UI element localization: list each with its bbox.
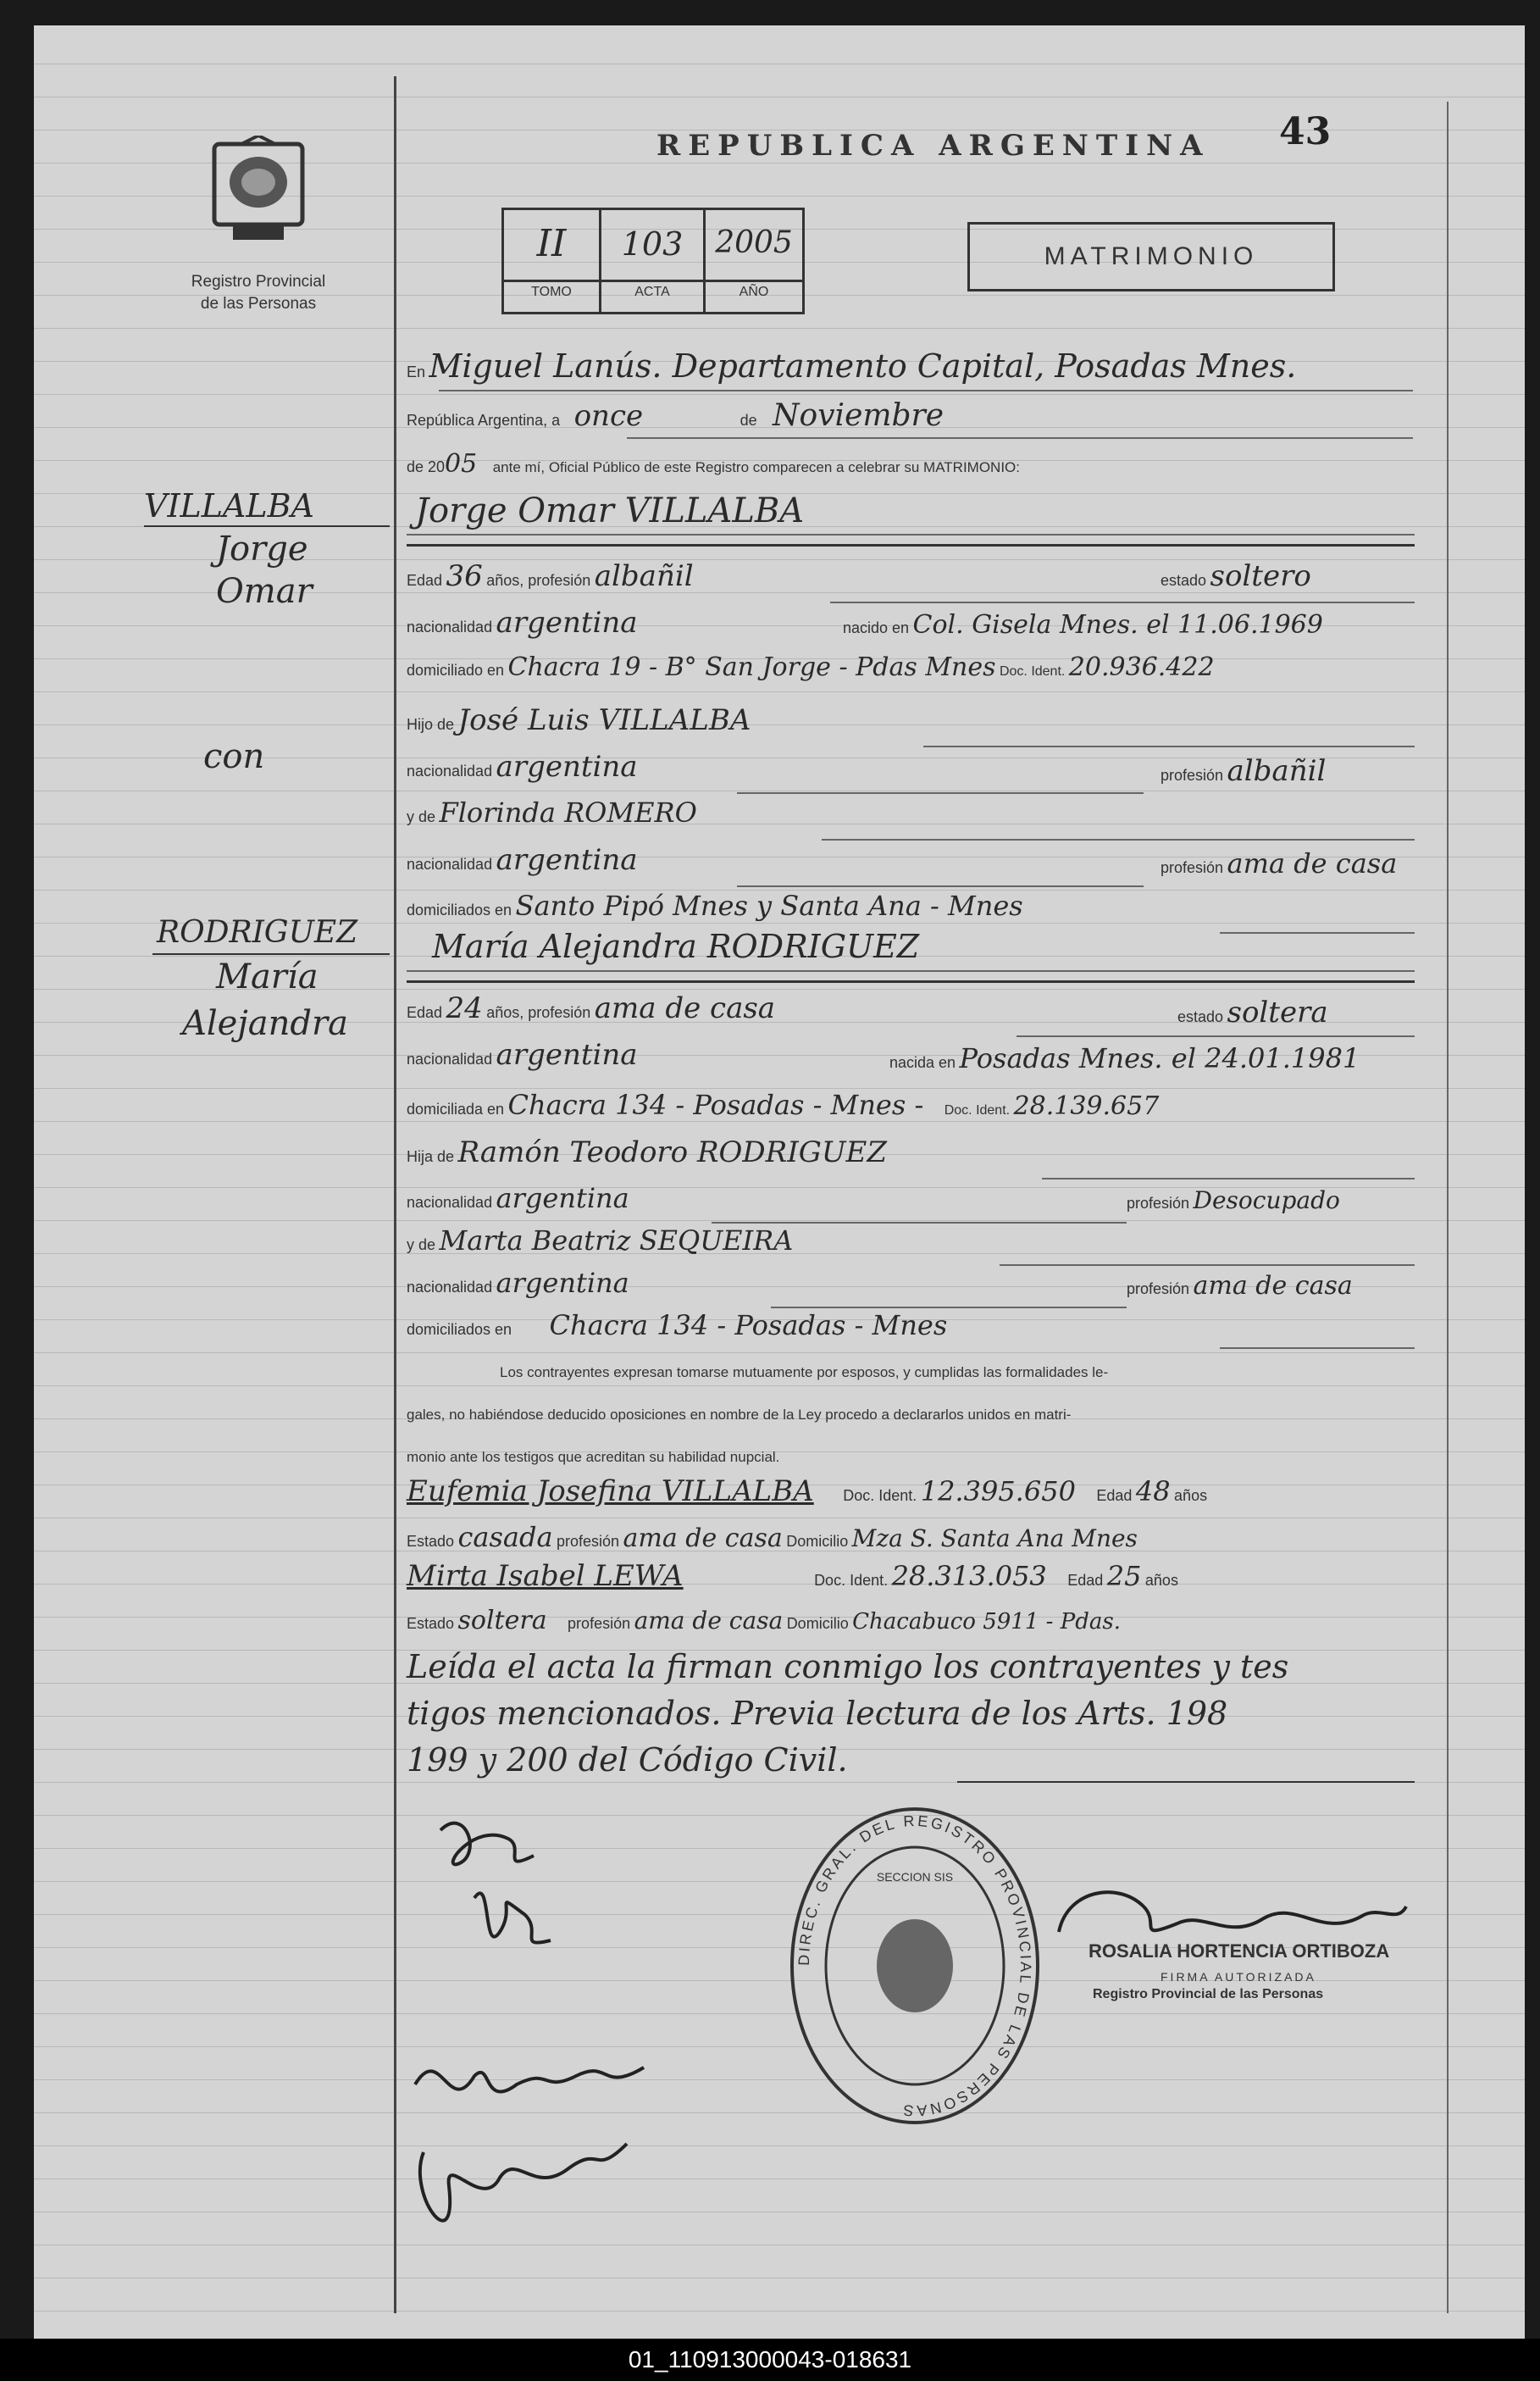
- witness1-address: Mza S. Santa Ana Mnes: [851, 1524, 1138, 1552]
- groom-father: José Luis VILLALBA: [457, 703, 751, 737]
- ruled-line: [34, 2112, 1525, 2113]
- registry-emblem-icon: [208, 136, 309, 250]
- margin-bride-name2: Alejandra: [182, 1004, 348, 1043]
- bride-mother-nat-label: nacionalidad: [407, 1279, 493, 1296]
- ruled-line: [34, 1352, 1525, 1353]
- signature-4: [420, 2144, 627, 2221]
- declaration-line1: Los contrayentes expresan tomarse mutuamente por esposos, y cumplidas las formalidades le-: [500, 1364, 1109, 1380]
- groom-mother-nat-line: [407, 843, 638, 877]
- groom-nationality-line: [407, 606, 638, 640]
- official-org: Registro Provincial de las Personas: [1093, 1987, 1324, 2001]
- ruled-line: [34, 691, 1525, 692]
- groom-address: Chacra 19 - B° San Jorge - Pdas Mnes: [507, 652, 996, 682]
- official-name: ROSALIA HORTENCIA ORTIBOZA: [1089, 1940, 1390, 1962]
- groom-father-prof-line: [1161, 754, 1326, 788]
- groom-full-name: Jorge Omar VILLALBA: [415, 491, 805, 530]
- bride-father-prof-label: profesión: [1127, 1195, 1190, 1212]
- groom-age: 36: [446, 559, 483, 593]
- margin-divider: [394, 76, 396, 2313]
- witness2-edad-label: Edad: [1067, 1572, 1104, 1589]
- ruled-line: [34, 394, 1525, 395]
- acta-value: 103: [621, 225, 684, 263]
- signature-1: [440, 1823, 534, 1865]
- groom-mother-prof-label: profesión: [1161, 859, 1224, 876]
- ruled-line: [34, 328, 1525, 329]
- witness1-profession: ama de casa: [623, 1524, 783, 1553]
- witness1-doc-label: Doc. Ident.: [843, 1487, 917, 1504]
- bride-mother: Marta Beatriz SEQUEIRA: [439, 1224, 794, 1257]
- bride-age-line: [407, 991, 775, 1025]
- country-title: REPUBLICA ARGENTINA: [656, 129, 1210, 163]
- anio-label: AÑO: [739, 285, 769, 299]
- ruled-line: [34, 2311, 1525, 2312]
- groom-mother-label: y de: [407, 808, 436, 825]
- groom-father-prof: albañil: [1227, 754, 1327, 788]
- witness1-dom-label: Domicilio: [786, 1533, 849, 1550]
- bride-nac-label: nacionalidad: [407, 1051, 493, 1068]
- bride-father-prof-line: [1127, 1186, 1340, 1214]
- witness1-line2: [407, 1521, 1138, 1553]
- closing-line1: Leída el acta la firman conmigo los contrayentes y tes: [407, 1648, 1289, 1685]
- bride-parents-dom-label: domiciliados en: [407, 1321, 512, 1338]
- bride-estado-label: estado: [1177, 1008, 1224, 1025]
- groom-parents-address-line: [407, 890, 1023, 922]
- signature-3: [415, 2067, 644, 2092]
- bride-father-line: [407, 1135, 887, 1169]
- seal-text: DIREC. GRAL. DEL REGISTRO PROVINCIAL DE LAS PERSONAS: [795, 1812, 1035, 2120]
- witness2-line2: [407, 1606, 1121, 1635]
- groom-age-line: [407, 559, 694, 593]
- bride-birth: Posadas Mnes. el 24.01.1981: [959, 1042, 1360, 1074]
- witness1-edad-label: Edad: [1096, 1487, 1133, 1504]
- intro-place: Miguel Lanús. Departamento Capital, Posadas Mnes.: [429, 347, 1297, 385]
- groom-dom-label: domiciliado en: [407, 662, 505, 679]
- witness2-profession: ama de casa: [634, 1607, 784, 1635]
- ruled-line: [34, 1121, 1525, 1122]
- intro-en-label: En: [407, 364, 426, 380]
- ruled-line: [34, 2145, 1525, 2146]
- groom-mother-line: [407, 796, 697, 829]
- witness1-civil-status: casada: [457, 1521, 553, 1553]
- bride-father-nat-label: nacionalidad: [407, 1194, 493, 1211]
- bride-dom-label: domiciliada en: [407, 1101, 505, 1118]
- witness1-anios-label: años: [1174, 1487, 1208, 1504]
- bride-parents-address-line: [407, 1309, 947, 1341]
- groom-father-nat-label: nacionalidad: [407, 763, 493, 780]
- ruled-line: [34, 2046, 1525, 2047]
- anio-value: 2005: [715, 225, 793, 260]
- groom-mother: Florinda ROMERO: [439, 796, 697, 829]
- ruled-line: [34, 724, 1525, 725]
- bride-father-nat-line: [407, 1182, 629, 1214]
- witness2-doc: 28.313.053: [891, 1560, 1047, 1592]
- bride-nationality: argentina: [496, 1038, 638, 1072]
- registry-name-line1: Registro Provincial: [191, 273, 326, 291]
- intro-republica-label: República Argentina, a: [407, 412, 561, 429]
- groom-anios-label: años, profesión: [486, 572, 591, 589]
- witness2-address: Chacabuco 5911 - Pdas.: [852, 1609, 1121, 1635]
- witness1-prof-label: profesión: [557, 1533, 620, 1550]
- margin-bride-surname: RODRIGUEZ: [157, 915, 358, 950]
- official-title: FIRMA AUTORIZADA: [1161, 1970, 1316, 1984]
- bride-age: 24: [446, 991, 483, 1025]
- page-number: 43: [1279, 110, 1332, 153]
- intro-text: ante mí, Oficial Público de este Registro comparecen a celebrar su MATRIMONIO:: [492, 459, 1020, 475]
- groom-mother-nat: argentina: [496, 843, 638, 877]
- intro-place-line: [407, 347, 1296, 385]
- margin-groom-name1: Jorge: [216, 530, 308, 569]
- bride-edad-label: Edad: [407, 1004, 443, 1021]
- groom-nacido-label: nacido en: [843, 619, 910, 636]
- bride-civil-status: soltera: [1227, 996, 1328, 1030]
- bride-nationality-line: [407, 1038, 638, 1072]
- ruled-line: [34, 2178, 1525, 2179]
- ruled-line: [34, 1848, 1525, 1849]
- declaration-line3: monio ante los testigos que acreditan su habilidad nupcial.: [407, 1449, 780, 1465]
- groom-father-label: Hijo de: [407, 716, 455, 733]
- witness2-dom-label: Domicilio: [786, 1615, 849, 1632]
- groom-father-nat-line: [407, 750, 638, 784]
- bride-status-line: [1177, 996, 1328, 1030]
- groom-doc-label: Doc. Ident.: [999, 664, 1066, 679]
- document-page: [34, 25, 1525, 2339]
- groom-profession: albañil: [594, 559, 694, 593]
- groom-address-line: [407, 652, 1215, 682]
- bride-address-line: [407, 1089, 1159, 1121]
- groom-doc: 20.936.422: [1068, 652, 1215, 682]
- witness2-name: Mirta Isabel LEWA: [407, 1559, 684, 1593]
- bride-nacida-label: nacida en: [889, 1054, 956, 1071]
- declaration-line2: gales, no habiéndose deducido oposiciones en nombre de la Ley procedo a declararlos unidos en matri-: [407, 1407, 1072, 1423]
- witness2-doc-label: Doc. Ident.: [814, 1572, 889, 1589]
- closing-line3: 199 y 200 del Código Civil.: [407, 1741, 848, 1779]
- margin-groom-name2: Omar: [216, 572, 313, 611]
- official-seal: [788, 1805, 1042, 2131]
- bride-mother-nat: argentina: [496, 1267, 629, 1299]
- bride-mother-prof-line: [1127, 1271, 1353, 1301]
- bride-full-name: María Alejandra RODRIGUEZ: [432, 928, 920, 965]
- ruled-line: [34, 2079, 1525, 2080]
- groom-parents-address: Santo Pipó Mnes y Santa Ana - Mnes: [515, 890, 1023, 922]
- witness2-estado-label: Estado: [407, 1615, 455, 1632]
- act-type-label: MATRIMONIO: [1044, 242, 1259, 270]
- witness2-anios-label: años: [1144, 1572, 1178, 1589]
- tomo-label: TOMO: [531, 285, 572, 299]
- intro-year-prefix: de 20: [407, 458, 446, 475]
- bride-father-label: Hija de: [407, 1148, 455, 1165]
- groom-birth-line: [843, 610, 1323, 640]
- groom-parents-dom-label: domiciliados en: [407, 902, 512, 919]
- act-type-box: [967, 222, 1335, 291]
- bride-doc-label: Doc. Ident.: [944, 1103, 1011, 1118]
- witness2-line1: [407, 1559, 1178, 1593]
- intro-year-suffix: 05: [445, 449, 478, 479]
- witness2-age: 25: [1106, 1560, 1142, 1592]
- bride-address: Chacra 134 - Posadas - Mnes -: [507, 1089, 924, 1121]
- bride-anios-label: años, profesión: [486, 1004, 591, 1021]
- ruled-line: [34, 1220, 1525, 1221]
- record-box: [501, 208, 805, 314]
- right-border: [1447, 102, 1449, 2313]
- groom-civil-status: soltero: [1210, 559, 1311, 593]
- groom-nac-label: nacionalidad: [407, 619, 493, 635]
- closing-line2: tigos mencionados. Previa lectura de los Arts. 198: [407, 1695, 1228, 1732]
- margin-groom-surname: VILLALBA: [144, 487, 314, 524]
- groom-father-prof-label: profesión: [1161, 767, 1224, 784]
- intro-date-line: [407, 398, 944, 433]
- groom-birth: Col. Gisela Mnes. el 11.06.1969: [912, 610, 1323, 640]
- seal-inner-text: SECCION SIS: [876, 1870, 954, 1884]
- margin-bride-name1: María: [216, 957, 319, 996]
- witness1-doc: 12.395.650: [920, 1475, 1076, 1507]
- groom-mother-prof: ama de casa: [1227, 847, 1398, 880]
- groom-edad-label: Edad: [407, 572, 443, 589]
- signature-2: [474, 1893, 551, 1942]
- witness2-civil-status: soltera: [457, 1606, 547, 1635]
- intro-de-label: de: [740, 412, 757, 429]
- witness1-line1: [407, 1474, 1207, 1508]
- groom-estado-label: estado: [1161, 572, 1207, 589]
- bride-father-nat: argentina: [496, 1182, 629, 1214]
- registry-name-line2: de las Personas: [200, 295, 317, 313]
- bride-mother-label: y de: [407, 1236, 436, 1253]
- ruled-line: [34, 2013, 1525, 2014]
- intro-day: once: [573, 399, 644, 433]
- witness1-age: 48: [1135, 1475, 1171, 1507]
- bride-birth-line: [889, 1042, 1360, 1074]
- groom-father-nat: argentina: [496, 750, 638, 784]
- witness1-estado-label: Estado: [407, 1533, 455, 1550]
- margin-con: con: [203, 737, 265, 776]
- groom-mother-nat-label: nacionalidad: [407, 856, 493, 873]
- groom-father-line: [407, 703, 751, 737]
- bride-father: Ramón Teodoro RODRIGUEZ: [457, 1135, 887, 1169]
- tomo-value: II: [536, 222, 567, 265]
- witness2-prof-label: profesión: [568, 1615, 631, 1632]
- ruled-line: [34, 1385, 1525, 1386]
- bride-mother-prof: ama de casa: [1193, 1271, 1353, 1301]
- bride-mother-nat-line: [407, 1267, 629, 1299]
- intro-text-line: [407, 449, 1020, 479]
- image-id-footer: 01_110913000043-018631: [0, 2339, 1540, 2381]
- bride-parents-address: Chacra 134 - Posadas - Mnes: [549, 1309, 948, 1341]
- witness1-name: Eufemia Josefina VILLALBA: [407, 1474, 814, 1508]
- signatures: [407, 1788, 762, 2301]
- groom-mother-prof-line: [1161, 847, 1397, 880]
- intro-month: Noviembre: [773, 398, 944, 433]
- groom-status-line: [1161, 559, 1311, 593]
- registry-name: [169, 271, 347, 315]
- bride-mother-line: [407, 1224, 793, 1257]
- groom-nationality: argentina: [496, 606, 638, 640]
- bride-doc: 28.139.657: [1013, 1091, 1160, 1121]
- acta-label: ACTA: [634, 285, 670, 299]
- bride-father-prof: Desocupado: [1193, 1186, 1340, 1214]
- bride-mother-prof-label: profesión: [1127, 1280, 1190, 1297]
- ruled-line: [34, 1815, 1525, 1816]
- bride-profession: ama de casa: [594, 991, 776, 1025]
